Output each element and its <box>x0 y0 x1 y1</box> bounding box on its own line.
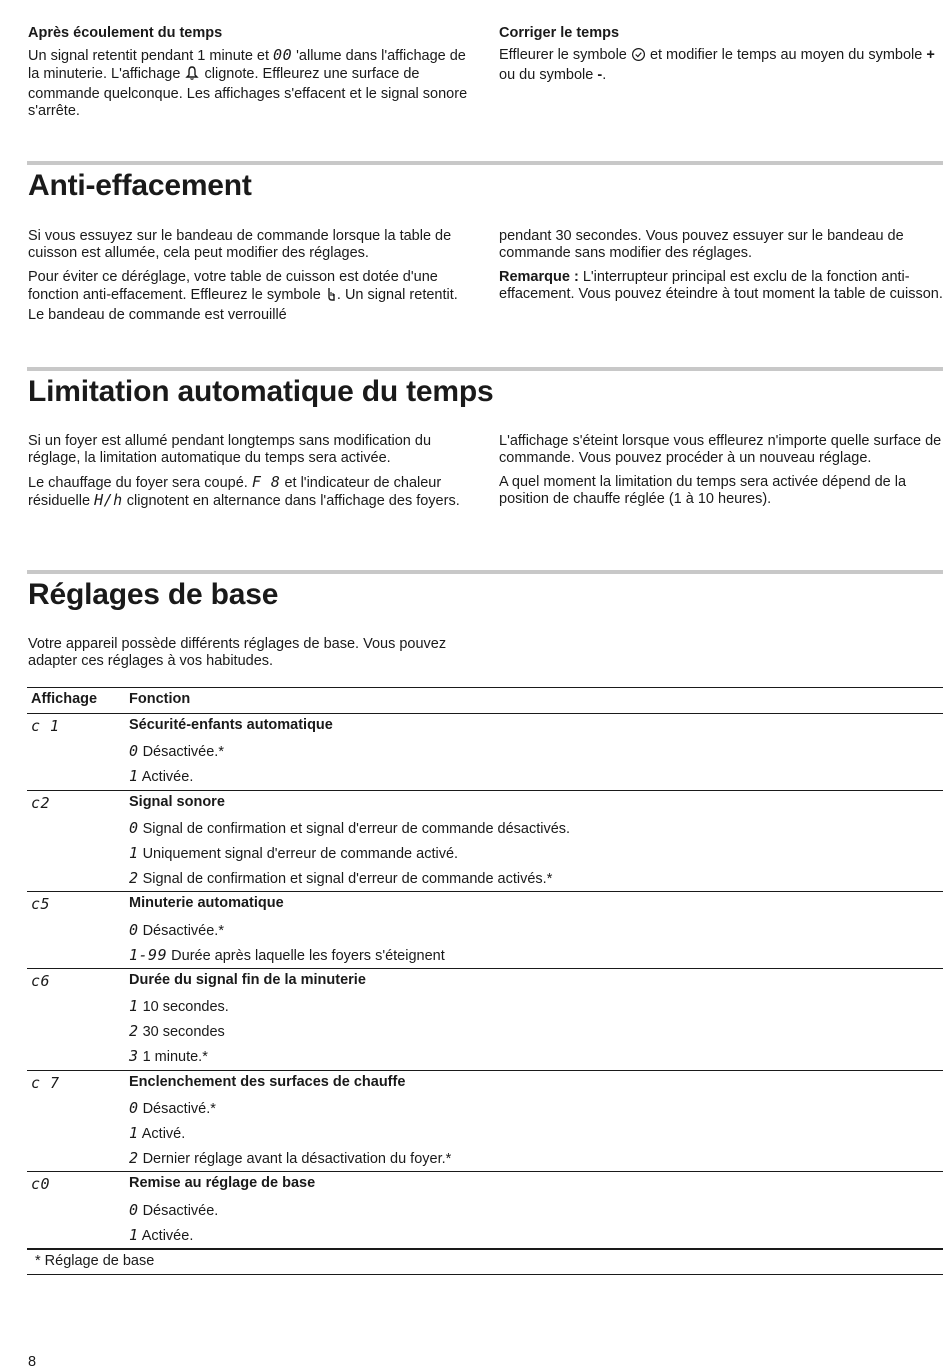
option-row <box>27 1044 943 1069</box>
table-row <box>27 892 943 969</box>
section-divider <box>27 161 943 165</box>
section-divider <box>27 570 943 574</box>
option-text: Dernier réglage avant la désactivation du foyer.* <box>142 1151 452 1168</box>
option-row <box>27 1121 943 1146</box>
wipe-protection-icon <box>325 286 337 307</box>
option-row <box>27 943 943 968</box>
setting-title: Signal sonore <box>129 793 225 810</box>
option-value: 1 <box>129 1225 139 1244</box>
option-value: 2 <box>129 869 139 888</box>
option-text: Activée. <box>141 1227 194 1244</box>
option-row <box>27 841 943 866</box>
anti-paragraph-2: Pour éviter ce déréglage, votre table de cuisson est dotée d'une fonction anti-effacement. Effleurez le symbole . Un signal retentit. Le bandeau de commande est verrouillé <box>28 269 458 323</box>
option-text: 1 minute.* <box>142 1049 208 1066</box>
option-row <box>27 866 943 891</box>
option-value: 2 <box>129 1022 139 1041</box>
option-value: 0 <box>129 1098 139 1117</box>
after-timer-paragraph: Un signal retentit pendant 1 minute et 00 'allume dans l'affichage de la minuterie. L'affichage clignote. Effleurez une surface de commande quelconque. Les affichages s'effacent et le signal sonore s'arrête. <box>28 46 468 119</box>
display-f8: F 8 <box>251 473 281 491</box>
column-header-function: Fonction <box>129 691 191 707</box>
table-body <box>27 714 943 1250</box>
option-text: Désactivé.* <box>142 1100 216 1117</box>
option-text: 30 secondes <box>142 1024 225 1041</box>
setting-title: Remise au réglage de base <box>129 1175 316 1192</box>
option-row <box>27 816 943 841</box>
heading-anti-effacement: Anti-effacement <box>28 169 252 202</box>
table-footnote: * Réglage de base <box>27 1250 943 1275</box>
correct-time-paragraph: Effleurer le symbole et modifier le temps au moyen du symbole + ou du symbole -. <box>499 47 935 83</box>
table-header <box>27 687 943 714</box>
option-value: 1 <box>129 767 139 786</box>
section-after-timer <box>28 25 470 120</box>
option-value: 2 <box>129 1149 139 1168</box>
setting-code: c2 <box>31 793 51 812</box>
table-row <box>27 791 943 893</box>
option-text: Signal de confirmation et signal d'erreur de commande activés.* <box>142 871 553 888</box>
section-divider <box>27 367 943 371</box>
option-text: Activé. <box>141 1126 186 1142</box>
option-value: 0 <box>129 1200 139 1219</box>
option-row <box>27 918 943 943</box>
option-text: Désactivée.* <box>142 744 224 761</box>
setting-row <box>27 791 943 816</box>
time-limit-right-column <box>499 433 943 508</box>
option-value: 0 <box>129 818 139 837</box>
option-text: 10 secondes. <box>142 999 229 1016</box>
setting-code: c5 <box>31 895 51 914</box>
column-header-display: Affichage <box>31 691 98 707</box>
setting-code: c 7 <box>31 1073 60 1092</box>
option-row <box>27 1146 943 1171</box>
plus-symbol: + <box>926 47 935 63</box>
anti-paragraph-3: pendant 30 secondes. Vous pouvez essuyer sur le bandeau de commande sans modifier des réglages. <box>499 228 904 261</box>
display-00: 00 <box>273 46 293 64</box>
table-row <box>27 1071 943 1173</box>
option-value: 0 <box>129 742 139 761</box>
heading-basic-settings: Réglages de base <box>28 578 279 611</box>
subheading-correct-time: Corriger le temps <box>499 25 620 41</box>
option-row <box>27 1019 943 1044</box>
display-residual-heat: H/h <box>94 491 123 509</box>
option-text: Uniquement signal d'erreur de commande activé. <box>142 845 459 862</box>
setting-code: c0 <box>31 1175 51 1194</box>
basic-settings-table <box>27 687 943 1275</box>
limit-paragraph-3: L'affichage s'éteint lorsque vous effleurez n'importe quelle surface de commande. Vous pouvez procéder à un nouveau réglage. <box>499 433 942 466</box>
setting-title: Durée du signal fin de la minuterie <box>129 971 366 988</box>
option-value: 1 <box>129 997 139 1016</box>
note-label: Remarque : <box>499 269 579 285</box>
option-text: Désactivée.* <box>142 922 224 939</box>
table-row <box>27 714 943 791</box>
option-value: 0 <box>129 920 139 939</box>
setting-row <box>27 1172 943 1197</box>
anti-effacement-right-column <box>499 228 943 303</box>
time-limit-left-column <box>28 433 470 510</box>
option-row <box>27 994 943 1019</box>
option-value: 1 <box>129 1124 139 1142</box>
page-number: 8 <box>28 1354 37 1370</box>
option-text: Désactivée. <box>142 1202 219 1219</box>
option-row <box>27 1198 943 1223</box>
setting-row <box>27 1071 943 1096</box>
anti-note: Remarque : L'interrupteur principal est exclu de la fonction anti-effacement. Vous pouvez éteindre à tout moment la table de cuisson. <box>499 269 943 302</box>
option-row <box>27 739 943 764</box>
setting-title: Minuterie automatique <box>129 895 284 912</box>
subheading-after-timer: Après écoulement du temps <box>28 25 223 41</box>
limit-paragraph-2: Le chauffage du foyer sera coupé. F 8 et l'indicateur de chaleur résiduelle H/h clignotent en alternance dans l'affichage des foyers. <box>28 473 460 509</box>
option-text: Signal de confirmation et signal d'erreur de commande désactivés. <box>142 820 571 837</box>
option-row <box>27 1096 943 1121</box>
anti-effacement-left-column <box>28 228 470 324</box>
setting-row <box>27 892 943 917</box>
setting-title: Enclenchement des surfaces de chauffe <box>129 1073 406 1090</box>
option-value: 3 <box>129 1047 139 1066</box>
bell-icon <box>184 65 200 86</box>
setting-title: Sécurité-enfants automatique <box>129 717 333 733</box>
section-correct-time <box>499 25 943 84</box>
option-value: 1 <box>129 843 139 862</box>
table-row <box>27 969 943 1071</box>
heading-time-limit: Limitation automatique du temps <box>28 375 494 408</box>
setting-code: c 1 <box>31 717 60 735</box>
setting-row <box>27 714 943 739</box>
timer-clock-icon <box>631 47 646 67</box>
option-text: Activée. <box>141 769 194 786</box>
option-value: 1-99 <box>129 945 168 964</box>
option-row <box>27 1223 943 1248</box>
minus-symbol: - <box>597 67 603 83</box>
option-text: Durée après laquelle les foyers s'éteignent <box>171 947 445 964</box>
setting-row <box>27 969 943 994</box>
limit-paragraph-1: Si un foyer est allumé pendant longtemps sans modification du réglage, la limitation automatique du temps sera activée. <box>28 433 432 466</box>
basic-settings-intro: Votre appareil possède différents réglages de base. Vous pouvez adapter ces réglages à vos habitudes. <box>28 636 447 669</box>
option-row <box>27 764 943 789</box>
setting-code: c6 <box>31 971 51 990</box>
table-row <box>27 1172 943 1250</box>
anti-paragraph-1: Si vous essuyez sur le bandeau de commande lorsque la table de cuisson est allumée, cela peut modifier des réglages. <box>28 228 452 261</box>
limit-paragraph-4: A quel moment la limitation du temps sera activée dépend de la position de chauffe réglée (1 à 10 heures). <box>499 474 907 507</box>
